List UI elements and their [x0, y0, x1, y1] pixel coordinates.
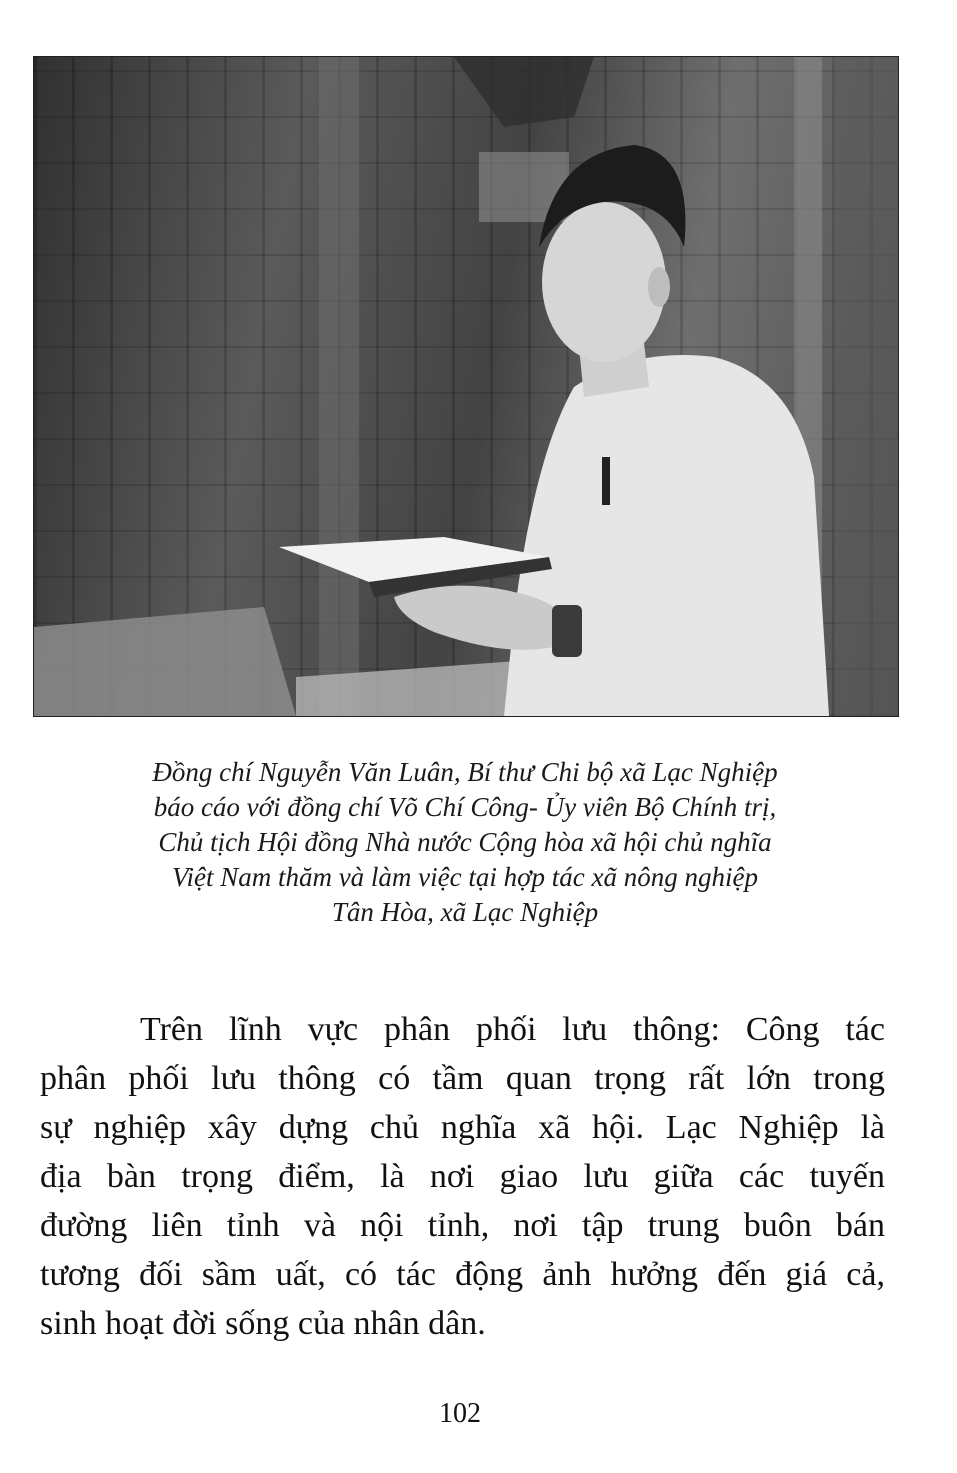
body-line: Trên lĩnh vực phân phối lưu thông: Công tác: [140, 1011, 885, 1048]
caption-line: Việt Nam thăm và làm việc tại hợp tác xã nông nghiệp: [171, 862, 759, 892]
page-number: 102: [439, 1398, 481, 1429]
caption-line: Chủ tịch Hội đồng Nhà nước Cộng hòa xã hội chủ nghĩa: [158, 827, 772, 857]
photo-caption: [40, 755, 890, 930]
caption-line: Đồng chí Nguyễn Văn Luân, Bí thư Chi bộ xã Lạc Nghiệp: [152, 757, 778, 787]
body-line: đường liên tỉnh và nội tỉnh, nơi tập trung buôn bán: [40, 1207, 885, 1244]
body-line: sự nghiệp xây dựng chủ nghĩa xã hội. Lạc Nghiệp là: [40, 1109, 885, 1146]
photo: [33, 56, 899, 717]
photo-illustration: [34, 57, 898, 716]
caption-line: báo cáo với đồng chí Võ Chí Công- Ủy viên Bộ Chính trị,: [153, 792, 777, 822]
body-line: tương đối sầm uất, có tác động ảnh hưởng đến giá cả,: [40, 1256, 885, 1293]
body-line: phân phối lưu thông có tầm quan trọng rất lớn trong: [40, 1060, 885, 1097]
body-paragraph: [40, 1005, 885, 1348]
body-line: địa bàn trọng điểm, là nơi giao lưu giữa các tuyến: [40, 1158, 885, 1195]
body-line: sinh hoạt đời sống của nhân dân.: [40, 1305, 486, 1342]
caption-line: Tân Hòa, xã Lạc Nghiệp: [331, 897, 599, 927]
